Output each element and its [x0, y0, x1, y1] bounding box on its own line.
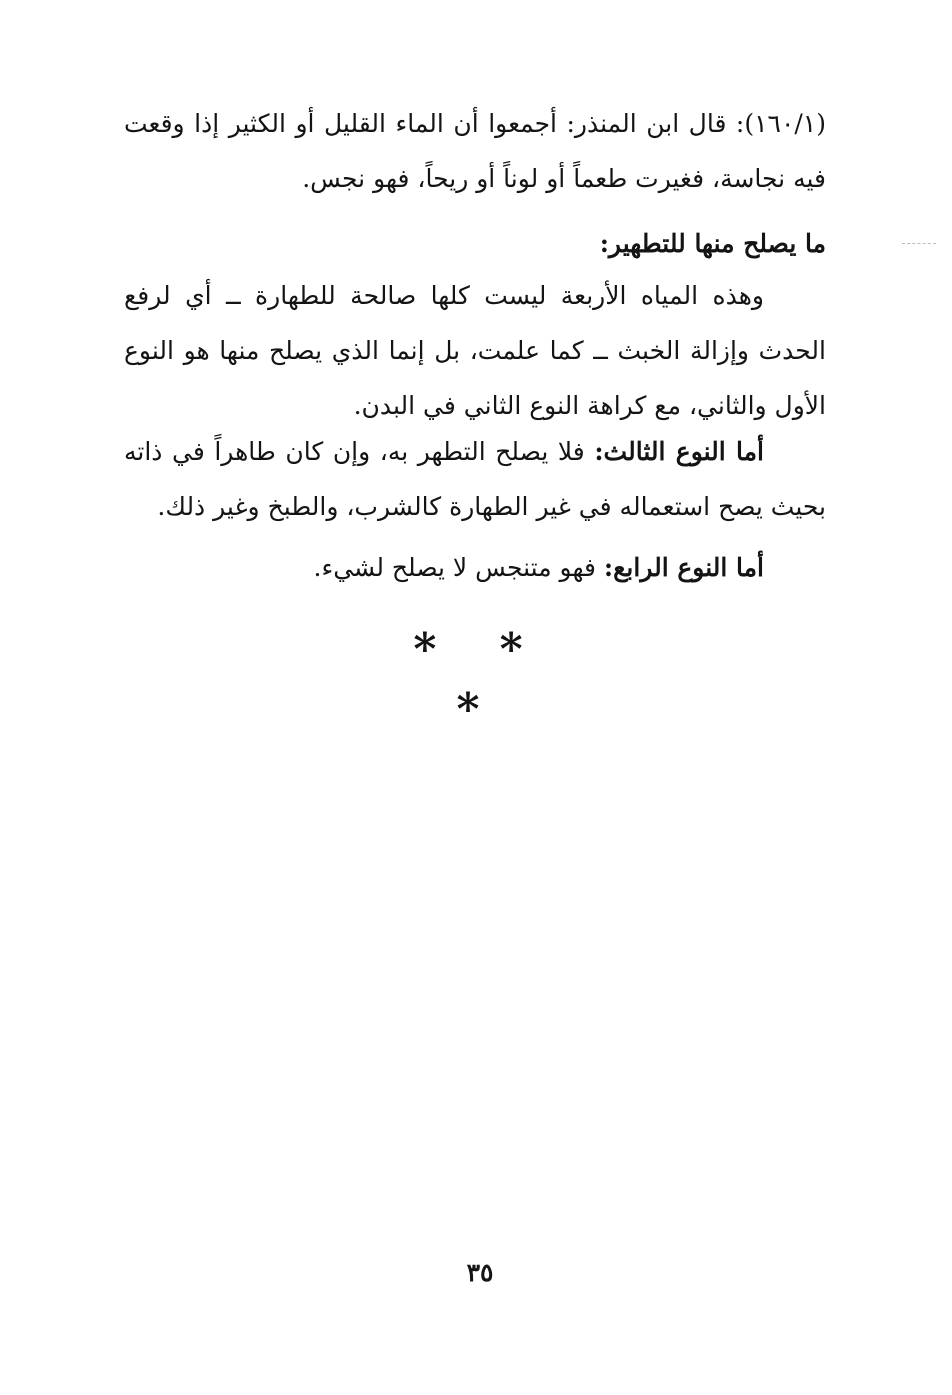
third-type-label: أما النوع الثالث: [594, 437, 764, 466]
margin-mark [902, 243, 936, 244]
paragraph-four-waters: وهذه المياه الأربعة ليست كلها صالحة للطهارة ــ أي لرفع الحدث وإزالة الخبث ــ كما علمت، بل إنما الذي يصلح منها هو النوع الأول والثاني، مع كراهة النوع الثاني في البدن. [124, 281, 826, 420]
fourth-type-text: فهو متنجس لا يصلح لشيء. [313, 553, 604, 582]
paragraph-fourth-type [124, 540, 826, 595]
section-separator: * * * [413, 624, 547, 735]
paragraph-third-type [124, 424, 826, 534]
page-number: ٣٥ [466, 1258, 494, 1287]
fourth-type-label: أما النوع الرابع: [603, 553, 764, 582]
paragraph-ibn-almundhir: (١٦٠/١): قال ابن المنذر: أجمعوا أن الماء القليل أو الكثير إذا وقعت فيه نجاسة، فغيرت طعماً أو لوناً أو ريحاً، فهو نجس. [124, 109, 826, 193]
third-type-text: فلا يصلح التطهر به، وإن كان طاهراً في ذاته بحيث يصح استعماله في غير الطهارة كالشرب، والطبخ وغير ذلك. [124, 437, 826, 521]
section-heading: ما يصلح منها للتطهير: [599, 229, 826, 258]
